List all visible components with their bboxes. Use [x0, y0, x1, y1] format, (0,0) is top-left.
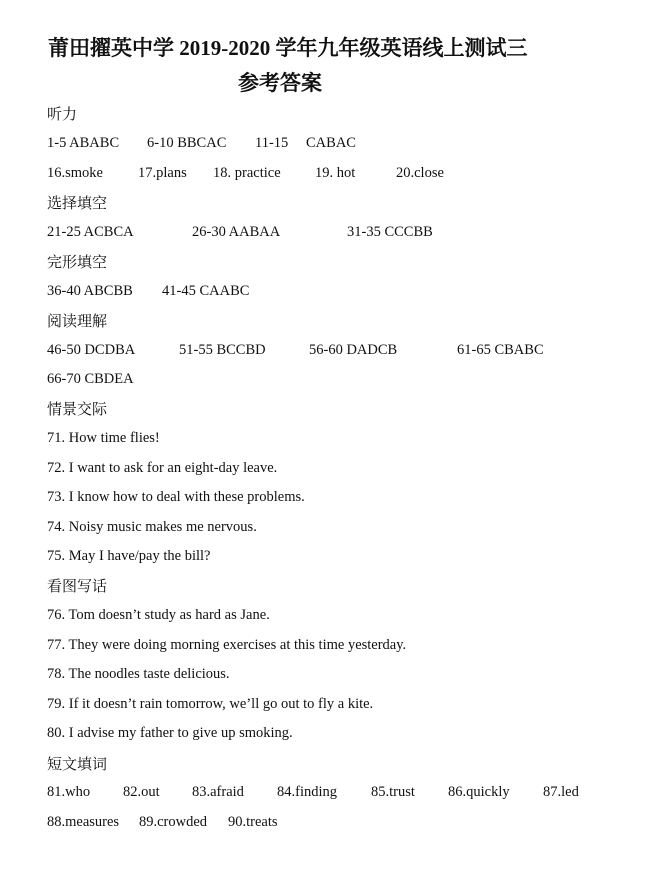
section-heading-choice: 选择填空	[47, 194, 108, 212]
answer-word: 85.trust	[371, 784, 415, 800]
answer-group: 1-5 ABABC	[47, 135, 120, 151]
answer-sentence: 73. I know how to deal with these problems.	[47, 489, 305, 505]
answer-word: 20.close	[396, 165, 444, 181]
answer-group: 61-65 CBABC	[457, 342, 544, 358]
answer-group: 31-35 CCCBB	[347, 224, 433, 240]
answer-sentence: 79. If it doesn’t rain tomorrow, we’ll go out to fly a kite.	[47, 696, 374, 712]
answer-group: 26-30 AABAA	[192, 224, 281, 240]
answer-group: 6-10 BBCAC	[147, 135, 227, 151]
answer-sentence: 78. The noodles taste delicious.	[47, 666, 230, 682]
answer-group: 21-25 ACBCA	[47, 224, 134, 240]
answer-sentence: 71. How time flies!	[47, 430, 160, 446]
answer-word: 81.who	[47, 784, 91, 800]
answer-word: 84.finding	[277, 784, 338, 800]
answer-group: CABAC	[306, 135, 356, 151]
answer-word: 87.led	[543, 784, 579, 800]
answer-word: 82.out	[123, 784, 160, 800]
answer-sentence: 77. They were doing morning exercises at this time yesterday.	[47, 637, 407, 653]
answer-group: 51-55 BCCBD	[179, 342, 266, 358]
section-heading-listening: 听力	[47, 105, 78, 123]
section-heading-passage: 短文填词	[47, 755, 108, 773]
section-heading-reading: 阅读理解	[47, 312, 108, 330]
answer-word: 83.afraid	[192, 784, 244, 800]
answer-sentence: 72. I want to ask for an eight-day leave.	[47, 460, 278, 476]
answer-word: 16.smoke	[47, 165, 103, 181]
page-subtitle: 参考答案	[238, 71, 322, 95]
answer-word: 86.quickly	[448, 784, 510, 800]
answer-word: 89.crowded	[139, 814, 208, 830]
answer-group: 46-50 DCDBA	[47, 342, 136, 358]
answer-group: 41-45 CAABC	[162, 283, 250, 299]
answer-sentence: 74. Noisy music makes me nervous.	[47, 519, 257, 535]
answer-word: 17.plans	[138, 165, 187, 181]
section-heading-cloze: 完形填空	[47, 253, 108, 271]
answer-word: 90.treats	[228, 814, 278, 830]
answer-sentence: 80. I advise my father to give up smoking.	[47, 725, 293, 741]
answer-group: 66-70 CBDEA	[47, 371, 134, 387]
answer-word: 19. hot	[315, 165, 356, 181]
answer-group: 11-15	[255, 135, 289, 151]
page-title: 莆田擢英中学 2019-2020 学年九年级英语线上测试三	[48, 36, 528, 60]
answer-sentence: 76. Tom doesn’t study as hard as Jane.	[47, 607, 270, 623]
answer-word: 88.measures	[47, 814, 120, 830]
answer-word: 18. practice	[213, 165, 281, 181]
answer-group: 36-40 ABCBB	[47, 283, 133, 299]
answer-sentence: 75. May I have/pay the bill?	[47, 548, 211, 564]
answer-group: 56-60 DADCB	[309, 342, 398, 358]
section-heading-picture: 看图写话	[47, 577, 108, 595]
section-heading-situational: 情景交际	[47, 400, 108, 418]
